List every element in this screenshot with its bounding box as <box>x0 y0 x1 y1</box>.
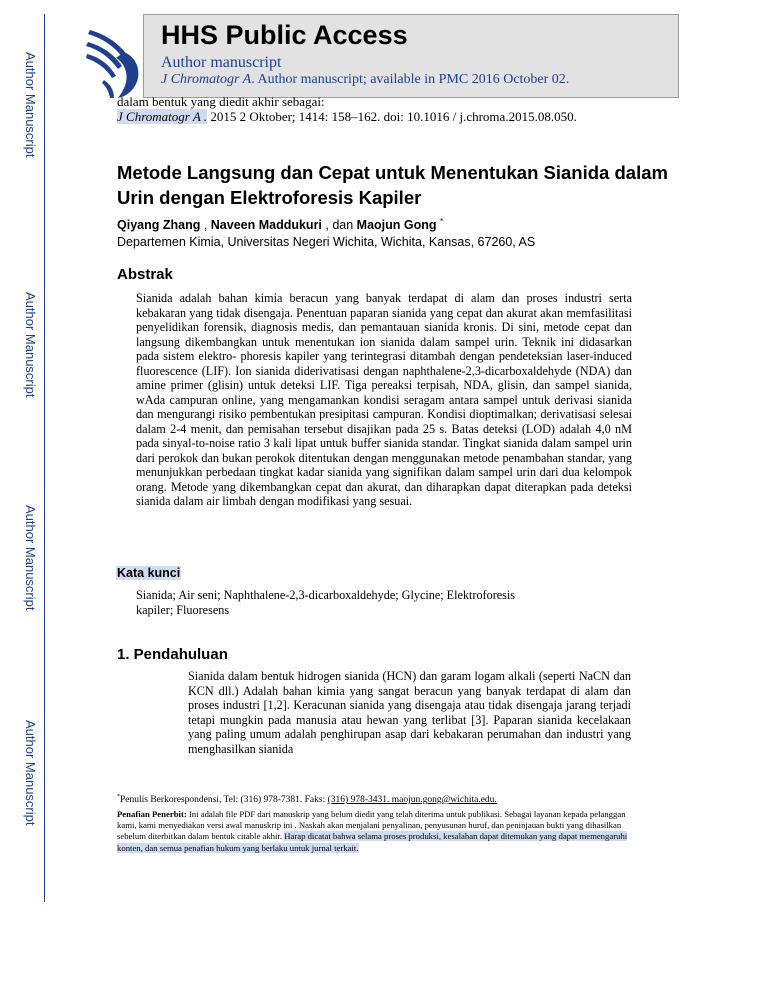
footnote-contact-link[interactable]: (316) 978-3431. maojun.gong@wichita.edu. <box>327 795 497 806</box>
footnote-text: Penulis Berkorespondensi, Tel: (316) 978-7381. Faks: <box>120 795 328 806</box>
publication-journal-link[interactable]: J Chromatogr A . <box>117 109 208 124</box>
disclaimer-text: Ini adalah file PDF dari manuskrip yang belum diedit yang telah diterima untuk publikasi. Sebagai layanan kepada pelanggan kami, kami menyediakan versi awal manuskrip ini . Naskah akan menjalani penyalinan, penyusunan huruf, dan peninjauan bukti yang dihasilkan sebelum diterbitkan dalam bentuk citable akhir. <box>117 809 626 842</box>
publication-note: dalam bentuk yang diedit akhir sebagai: <box>117 94 325 109</box>
correspondence-footnote <box>117 794 497 805</box>
introduction-text: Sianida dalam bentuk hidrogen sianida (HCN) dan garam logam alkali (seperti NaCN dan KCN dll.) Adalah bahan kimia yang sangat beracun yang banyak terdapat di alam dan proses industri [1,2]. Keracunan sianida yang disengaja atau tidak disengaja jarang terjadi tetapi mungkin pada manusia atau hewan yang terlibat [3]. Paparan sianida kecelakaan yang paling umum adalah penghirupan asap dari kebakaran perumahan dan industri yang menghasilkan sianida <box>188 669 631 756</box>
side-label-author-manuscript: Author Manuscript <box>23 292 38 398</box>
abstract-text: Sianida adalah bahan kimia beracun yang banyak terdapat di alam dan proses industri serta kebakaran yang tidak disengaja. Penentuan paparan sianida yang cepat dan akurat akan memfasilitasi penyelidikan forensik, diagnosis medis, dan pemantauan sianida kronis. Di sini, metode cepat dan langsung dikembangkan untuk menentukan ion sianida dalam sampel urin. Teknik ini didasarkan pada sistem elektro- phoresis kapiler yang terintegrasi ditambah dengan pendeteksian laser-induced fluorescence (LIF). Ion sianida diderivatisasi dengan naphthalene-2,3-dicarboxaldehyde (NDA) dan amine primer (glisin) untuk deteksi LIF. Tiga pereaksi terpisah, NDA, glisin, dan sampel sianida, wAda campuran online, yang mengamankan kondisi seragam antara sampel untuk derivasi sianida dan mengurangi risiko pembentukan presipitasi campuran. Kondisi dioptimalkan; derivatisasi selesai dalam 2-4 menit, dan pemisahan tersebut disajikan pada 25 s. Batas deteksi (LOD) adalah 4,0 nM pada sinyal-to-noise ratio 3 kali lipat untuk buffer sianida standar. Tingkat sianida dalam sampel urin dari perokok dan bukan perokok ditentukan dengan menggunakan metode penambahan standar, yang menunjukkan perbedaan tingkat kadar sianida yang signifikan dalam sampel urin dari dua kelompok orang. Metode yang dikembangkan cepat dan akurat, dan diharapkan dapat diterapkan pada deteksi sianida dalam air limbah dengan modifikasi yang sesuai. <box>136 291 632 508</box>
author-name: Naveen Maddukuri <box>210 218 322 233</box>
side-label-author-manuscript: Author Manuscript <box>23 505 38 611</box>
keywords-text: Sianida; Air seni; Naphthalene-2,3-dicarboxaldehyde; Glycine; Elektroforesis kapiler; Fluoresens <box>136 588 516 617</box>
side-label-author-manuscript: Author Manuscript <box>23 52 38 158</box>
article-title: Metode Langsung dan Cepat untuk Menentukan Sianida dalam Urin dengan Elektroforesis Kapiler <box>117 162 668 208</box>
disclaimer-highlight: Harap dicatat bahwa selama proses produksi, kesalahan dapat ditemukan yang dapat memengaruhi konten, dan semua penafian hukum yang berlaku untuk jurnal terkait. <box>117 831 628 853</box>
publication-citation <box>117 109 577 125</box>
header-subtitle: Author manuscript <box>161 54 282 71</box>
hhs-eagle-logo-icon <box>84 26 144 100</box>
author-separator: , <box>200 218 211 233</box>
header-citation-journal: J Chromatogr A <box>161 72 252 87</box>
author-separator: , dan <box>321 218 357 233</box>
author-list <box>117 217 443 232</box>
footnote-mark: * <box>117 794 120 800</box>
author-name: Maojun Gong <box>356 218 437 233</box>
header-citation <box>161 72 569 88</box>
author-affiliation: Departemen Kimia, Universitas Negeri Wichita, Wichita, Kansas, 67260, AS <box>117 235 536 249</box>
side-label-author-manuscript: Author Manuscript <box>23 720 38 826</box>
disclaimer-label: Penafian Penerbit: <box>117 809 187 819</box>
corresponding-author-mark: * <box>440 217 444 226</box>
header-title: HHS Public Access <box>161 20 408 50</box>
gutter-divider <box>44 14 45 902</box>
author-name: Qiyang Zhang <box>117 218 201 233</box>
publication-details: 2015 2 Oktober; 1414: 158–162. doi: 10.1016 / j.chroma.2015.08.050. <box>207 109 577 124</box>
header-citation-rest: . Author manuscript; available in PMC 2016 October 02. <box>251 72 570 87</box>
keywords-heading: Kata kunci <box>117 566 181 580</box>
abstract-heading: Abstrak <box>117 266 173 283</box>
publisher-disclaimer <box>117 809 632 854</box>
introduction-heading: 1. Pendahuluan <box>117 646 228 663</box>
